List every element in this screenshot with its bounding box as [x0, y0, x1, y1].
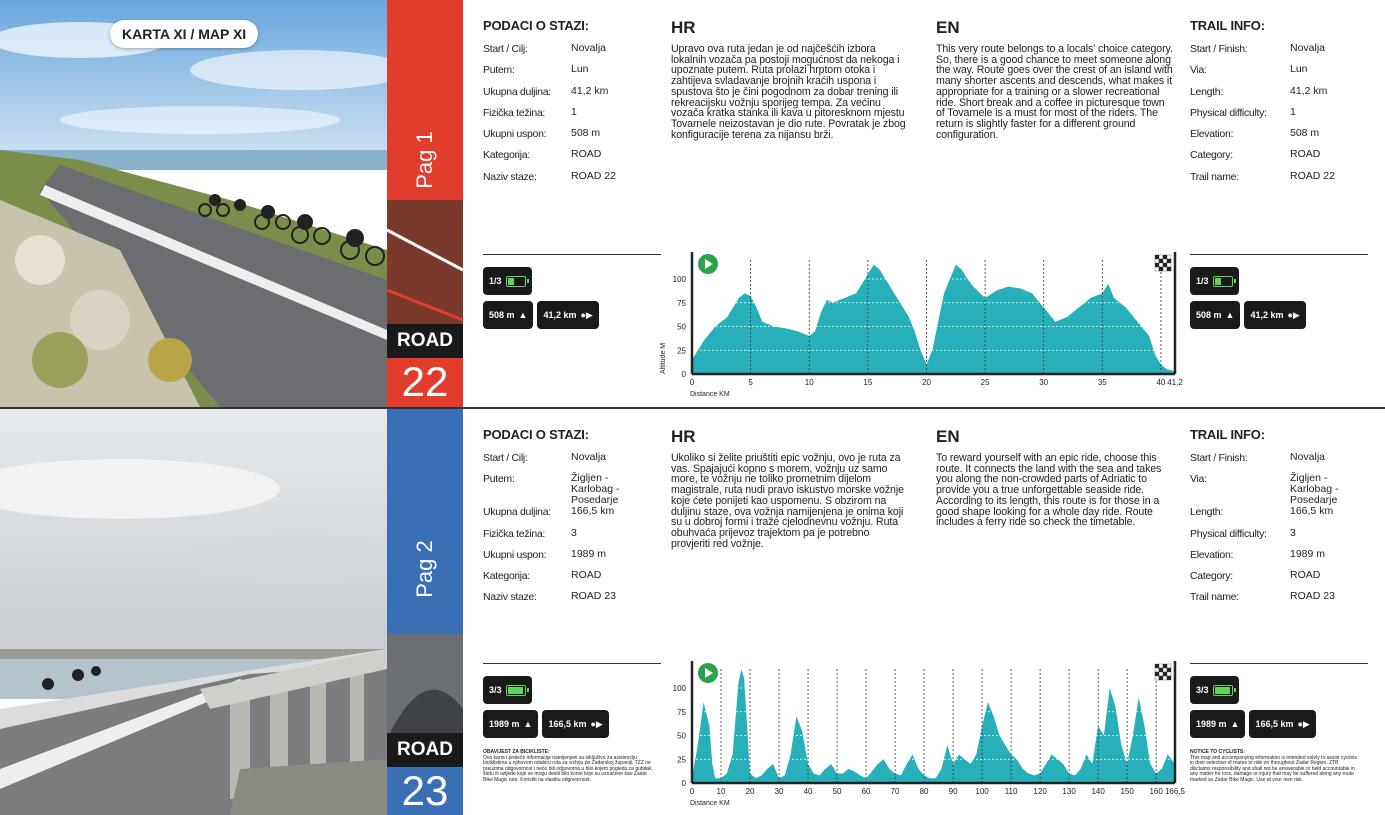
finish-flag-icon — [1155, 255, 1171, 271]
mountain-icon: ▲ — [1225, 310, 1235, 320]
info-label: Start / Finish: — [1190, 452, 1248, 464]
road-number: 22 — [387, 358, 463, 407]
play-arrow-icon: ●▶ — [1287, 309, 1300, 320]
elevation-badge: 508 m ▲ — [1190, 301, 1240, 329]
hr-heading: HR — [671, 427, 696, 446]
info-label: Ukupni uspon: — [483, 548, 547, 561]
difficulty-badge: 1/3 — [483, 267, 532, 295]
x-tick-label: 150 — [1120, 787, 1134, 796]
x-tick-label: 30 — [1039, 378, 1049, 387]
hr-body: Upravo ova ruta jedan je od najčešćih izbora lokalnih vozača pa postoji mogućnost da nekoga i upoznate putem. Ruta prolazi hrptom otoka i zahtijeva svladavanje brojnih kraćih uspona i spustova što je čini pogodnom za dobar trening ili rekreacijsku vožnju sporijeg tempa. Za većinu vozača kratka stanka ili kava u pitoresknom mjestu Tovarnele neizostavan je dio rute. Povratak je zbog konfiguracije terena za nijansu brži. — [671, 43, 906, 141]
info-label: Trail name: — [1190, 170, 1239, 183]
play-arrow-icon: ●▶ — [1297, 718, 1310, 729]
info-row — [483, 506, 651, 527]
info-row — [1190, 528, 1370, 549]
elevation-badge: 1989 m ▲ — [483, 710, 538, 738]
info-row — [1190, 149, 1370, 170]
info-label: Kategorija: — [483, 570, 530, 583]
x-tick-label: 160 — [1149, 787, 1163, 796]
info-row — [483, 528, 651, 549]
mountain-icon: ▲ — [518, 310, 528, 320]
info-row — [1190, 506, 1370, 527]
info-label: Naziv staze: — [483, 170, 537, 183]
road-label: ROAD — [387, 733, 463, 767]
info-value: ROAD 23 — [1290, 590, 1335, 603]
finish-flag-icon — [1155, 664, 1171, 680]
info-label: Length: — [1190, 85, 1223, 98]
info-label: Physical difficulty: — [1190, 106, 1267, 119]
x-tick-label: 40 — [803, 787, 813, 796]
info-value: ROAD 23 — [571, 590, 616, 603]
info-row — [1190, 86, 1370, 107]
info-value: Novalja — [1290, 451, 1326, 463]
info-label: Kategorija: — [483, 149, 530, 162]
x-tick-label: 166,5 — [1164, 787, 1186, 796]
y-tick-label: 75 — [677, 298, 686, 308]
info-value: 1 — [571, 105, 577, 118]
info-row — [1190, 591, 1370, 612]
info-row — [1190, 570, 1370, 591]
en-trail-info — [1190, 18, 1370, 192]
info-value: Žigljen - Karlobag - Posedarje — [571, 472, 620, 507]
info-row — [483, 86, 651, 107]
elevation-chart — [655, 250, 1190, 402]
play-arrow-icon: ●▶ — [580, 309, 593, 320]
x-axis-label: Distance KM — [690, 391, 730, 398]
hr-description — [671, 18, 909, 140]
info-label: Ukupna duljina: — [483, 85, 551, 98]
hr-trail-info — [483, 427, 651, 613]
x-tick-label: 90 — [948, 787, 958, 796]
length-badge: 166,5 km ●▶ — [1249, 710, 1315, 738]
en-info-title: TRAIL INFO: — [1190, 18, 1265, 33]
info-label: Naziv staze: — [483, 591, 537, 604]
difficulty-badge: 3/3 — [1190, 676, 1239, 704]
y-tick-label: 0 — [681, 779, 686, 788]
info-value: 1989 m — [1290, 547, 1326, 560]
y-tick-label: 50 — [677, 731, 686, 741]
y-axis-label: Altitude M — [660, 342, 667, 374]
x-tick-label: 80 — [919, 787, 929, 796]
x-tick-label: 50 — [832, 787, 842, 796]
en-description — [936, 427, 1174, 528]
info-value: Lun — [571, 63, 589, 76]
info-row — [483, 452, 651, 473]
x-tick-label: 40 — [1156, 378, 1166, 387]
info-label: Fizička težina: — [483, 106, 546, 119]
info-label: Fizička težina: — [483, 527, 546, 540]
mountain-icon: ▲ — [1230, 719, 1240, 729]
x-tick-label: 70 — [890, 787, 900, 796]
info-label: Start / Cilj: — [483, 43, 528, 55]
en-heading: EN — [936, 427, 960, 446]
info-value: 508 m — [1290, 127, 1320, 140]
mountain-icon: ▲ — [523, 719, 533, 729]
hr-info-title: PODACI O STAZI: — [483, 18, 589, 33]
x-tick-label: 41,2 — [1167, 378, 1183, 387]
en-body: This very route belongs to a locals' choice category. So, there is a good chance to meet someone along the way. Route goes over the crest of an island with many shorter ascents and descends, what makes it appropriate for a training or a slower recreational ride. Short break and a coffee in picturesque town of Tovarnele is a must for most of the riders. The return is slightly faster for a different ground configuration. — [936, 43, 1173, 141]
y-tick-label: 25 — [677, 755, 686, 765]
x-tick-label: 100 — [975, 787, 989, 796]
x-tick-label: 20 — [922, 378, 931, 387]
info-label: Length: — [1190, 506, 1223, 519]
info-label: Category: — [1190, 149, 1233, 162]
info-label: Start / Cilj: — [483, 452, 528, 464]
hr-heading: HR — [671, 18, 696, 37]
elevation-badge: 508 m ▲ — [483, 301, 533, 329]
info-row — [1190, 107, 1370, 128]
stats-left — [483, 254, 663, 335]
hr-body: Ukoliko si želite priuštiti epic vožnju, ovo je ruta za vas. Spajajući kopno s morem, vožnju uz samo more, te vožnju ne toliko prometnim dijelom magistrale, ruta nudi pravo iskustvo morske vožnje koje ćete ponijeti kao uspomenu. S obzirom na duljinu staze, ova vožnja namijenjena je onima koji su u dobroj formi i traže cjelodnevnu vožnju. Ruta obuhvaća prijevoz trajektom pa je potrebno provjeriti red vožnje. — [671, 452, 904, 550]
x-tick-label: 10 — [804, 378, 814, 387]
info-row — [483, 591, 651, 612]
y-tick-label: 75 — [677, 707, 686, 717]
info-row — [483, 64, 651, 85]
play-arrow-icon: ●▶ — [590, 718, 603, 729]
length-badge: 166,5 km ●▶ — [542, 710, 608, 738]
en-body: To reward yourself with an epic ride, choose this route. It connects the land with the sea and takes you along the non-crowded parts of Adriatic to provide you a true unforgettable seaside ride. According to its length, this route is for those in a good shape looking for a whole day ride. Route includes a ferry ride so check the timetable. — [936, 452, 1162, 529]
notice-hr: OBAVIJEST ZA BICIKLISTE: Ova karta i prateće informacije namijenjeni su isključivo za asistenciju biciklistima u njihovom odabiru ruta za vožnju po Zadarskoj županiji. TZZ ne preuzima odgovornost i neće biti odgovorna u bilo kojem pogledu za gubitak, štetu ili ozljede koje se mogu desiti bilo kome koje su označene kao Zadar Bike Magic rute. Koristiti na vlastitu odgovornost. — [483, 749, 653, 783]
length-badge: 41,2 km ●▶ — [1244, 301, 1305, 329]
x-axis-label: Distance KM — [690, 800, 730, 807]
x-tick-label: 25 — [980, 378, 990, 387]
y-tick-label: 25 — [677, 346, 686, 356]
info-row — [1190, 128, 1370, 149]
info-label: Putem: — [483, 64, 515, 77]
info-label: Elevation: — [1190, 128, 1234, 141]
elevation-badge: 1989 m ▲ — [1190, 710, 1245, 738]
info-value: ROAD — [571, 148, 602, 161]
x-tick-label: 35 — [1097, 378, 1107, 387]
info-value: Novalja — [1290, 42, 1326, 54]
route-strip — [387, 0, 463, 407]
x-tick-label: 20 — [745, 787, 755, 796]
info-value: 1989 m — [571, 547, 607, 560]
info-row — [483, 107, 651, 128]
x-tick-label: 15 — [863, 378, 873, 387]
info-label: Ukupna duljina: — [483, 506, 551, 519]
x-tick-label: 120 — [1033, 787, 1047, 796]
x-tick-label: 0 — [689, 378, 695, 387]
x-tick-label: 10 — [716, 787, 726, 796]
elevation-chart — [655, 659, 1190, 811]
info-value: 3 — [1290, 526, 1296, 539]
info-row — [483, 128, 651, 149]
info-value: Žigljen - Karlobag - Posedarje — [1290, 472, 1339, 507]
info-row — [1190, 473, 1370, 506]
info-row — [1190, 549, 1370, 570]
x-tick-label: 60 — [861, 787, 871, 796]
route-strip — [387, 409, 463, 815]
info-value: 41,2 km — [571, 84, 609, 97]
en-trail-info — [1190, 427, 1370, 613]
stats-right — [1190, 663, 1370, 784]
info-row — [483, 549, 651, 570]
info-row — [483, 473, 651, 506]
info-label: Elevation: — [1190, 548, 1234, 561]
en-description — [936, 18, 1174, 140]
info-row — [483, 570, 651, 591]
info-row — [1190, 64, 1370, 85]
info-value: 41,2 km — [1290, 84, 1328, 97]
info-value: 1 — [1290, 105, 1296, 118]
info-value: ROAD 22 — [571, 169, 616, 182]
info-row — [1190, 452, 1370, 473]
y-tick-label: 100 — [672, 275, 686, 284]
battery-icon — [1213, 276, 1233, 287]
map-badge: KARTA XI / MAP XI — [110, 20, 258, 48]
route-area-name: Pag 2 — [412, 540, 437, 598]
info-value: 508 m — [571, 127, 601, 140]
info-value: ROAD — [1290, 569, 1321, 582]
route-photo-bridge — [0, 409, 387, 815]
road-number: 23 — [387, 767, 463, 815]
info-value: ROAD 22 — [1290, 169, 1335, 182]
info-row — [483, 171, 651, 192]
info-row — [1190, 171, 1370, 192]
info-value: Novalja — [571, 451, 607, 463]
info-label: Category: — [1190, 570, 1233, 583]
elevation-area — [692, 669, 1175, 783]
length-badge: 41,2 km ●▶ — [537, 301, 598, 329]
y-tick-label: 0 — [681, 370, 686, 379]
info-value: 3 — [571, 526, 577, 539]
y-tick-label: 100 — [672, 684, 686, 693]
route-panel-1 — [0, 0, 1385, 407]
hr-description — [671, 427, 909, 549]
info-value: 166,5 km — [1290, 505, 1334, 518]
stats-right — [1190, 254, 1370, 335]
battery-icon — [506, 685, 526, 696]
hr-info-title: PODACI O STAZI: — [483, 427, 589, 442]
route-photo-cyclists-coast — [0, 0, 387, 407]
info-row — [1190, 43, 1370, 64]
battery-icon — [506, 276, 526, 287]
battery-icon — [1213, 685, 1233, 696]
info-label: Via: — [1190, 64, 1207, 77]
info-row — [483, 43, 651, 64]
info-value: ROAD — [571, 569, 602, 582]
en-heading: EN — [936, 18, 960, 37]
route-area-name: Pag 1 — [412, 131, 437, 189]
info-value: ROAD — [1290, 148, 1321, 161]
road-label: ROAD — [387, 324, 463, 358]
difficulty-badge: 3/3 — [483, 676, 532, 704]
info-label: Start / Finish: — [1190, 43, 1248, 55]
route-panel-2 — [0, 409, 1385, 815]
info-label: Ukupni uspon: — [483, 128, 547, 141]
info-value: Lun — [1290, 63, 1308, 76]
x-tick-label: 5 — [748, 378, 753, 387]
x-tick-label: 140 — [1091, 787, 1105, 796]
difficulty-badge: 1/3 — [1190, 267, 1239, 295]
x-tick-label: 110 — [1004, 787, 1018, 796]
info-row — [483, 149, 651, 170]
info-value: Novalja — [571, 42, 607, 54]
x-tick-label: 30 — [774, 787, 784, 796]
en-info-title: TRAIL INFO: — [1190, 427, 1265, 442]
info-label: Putem: — [483, 473, 515, 486]
x-tick-label: 0 — [689, 787, 695, 796]
info-label: Trail name: — [1190, 591, 1239, 604]
notice-en: NOTICE TO CYCLISTS: This map and accompanying information is intended solely to assist cyclists in their selection of routes to ride on throughout Zadar Region. ZTB disclaims responsibility and shall not be answerable or held accountable in any matter for loss, damage or injury that may be suffered along any route marked as Zadar Bike Magic. Use at your own risk. — [1190, 749, 1358, 783]
info-value: 166,5 km — [571, 505, 615, 518]
x-tick-label: 130 — [1062, 787, 1076, 796]
stats-left — [483, 663, 663, 784]
info-label: Via: — [1190, 473, 1207, 486]
y-tick-label: 50 — [677, 322, 686, 332]
hr-trail-info — [483, 18, 651, 192]
info-label: Physical difficulty: — [1190, 527, 1267, 540]
